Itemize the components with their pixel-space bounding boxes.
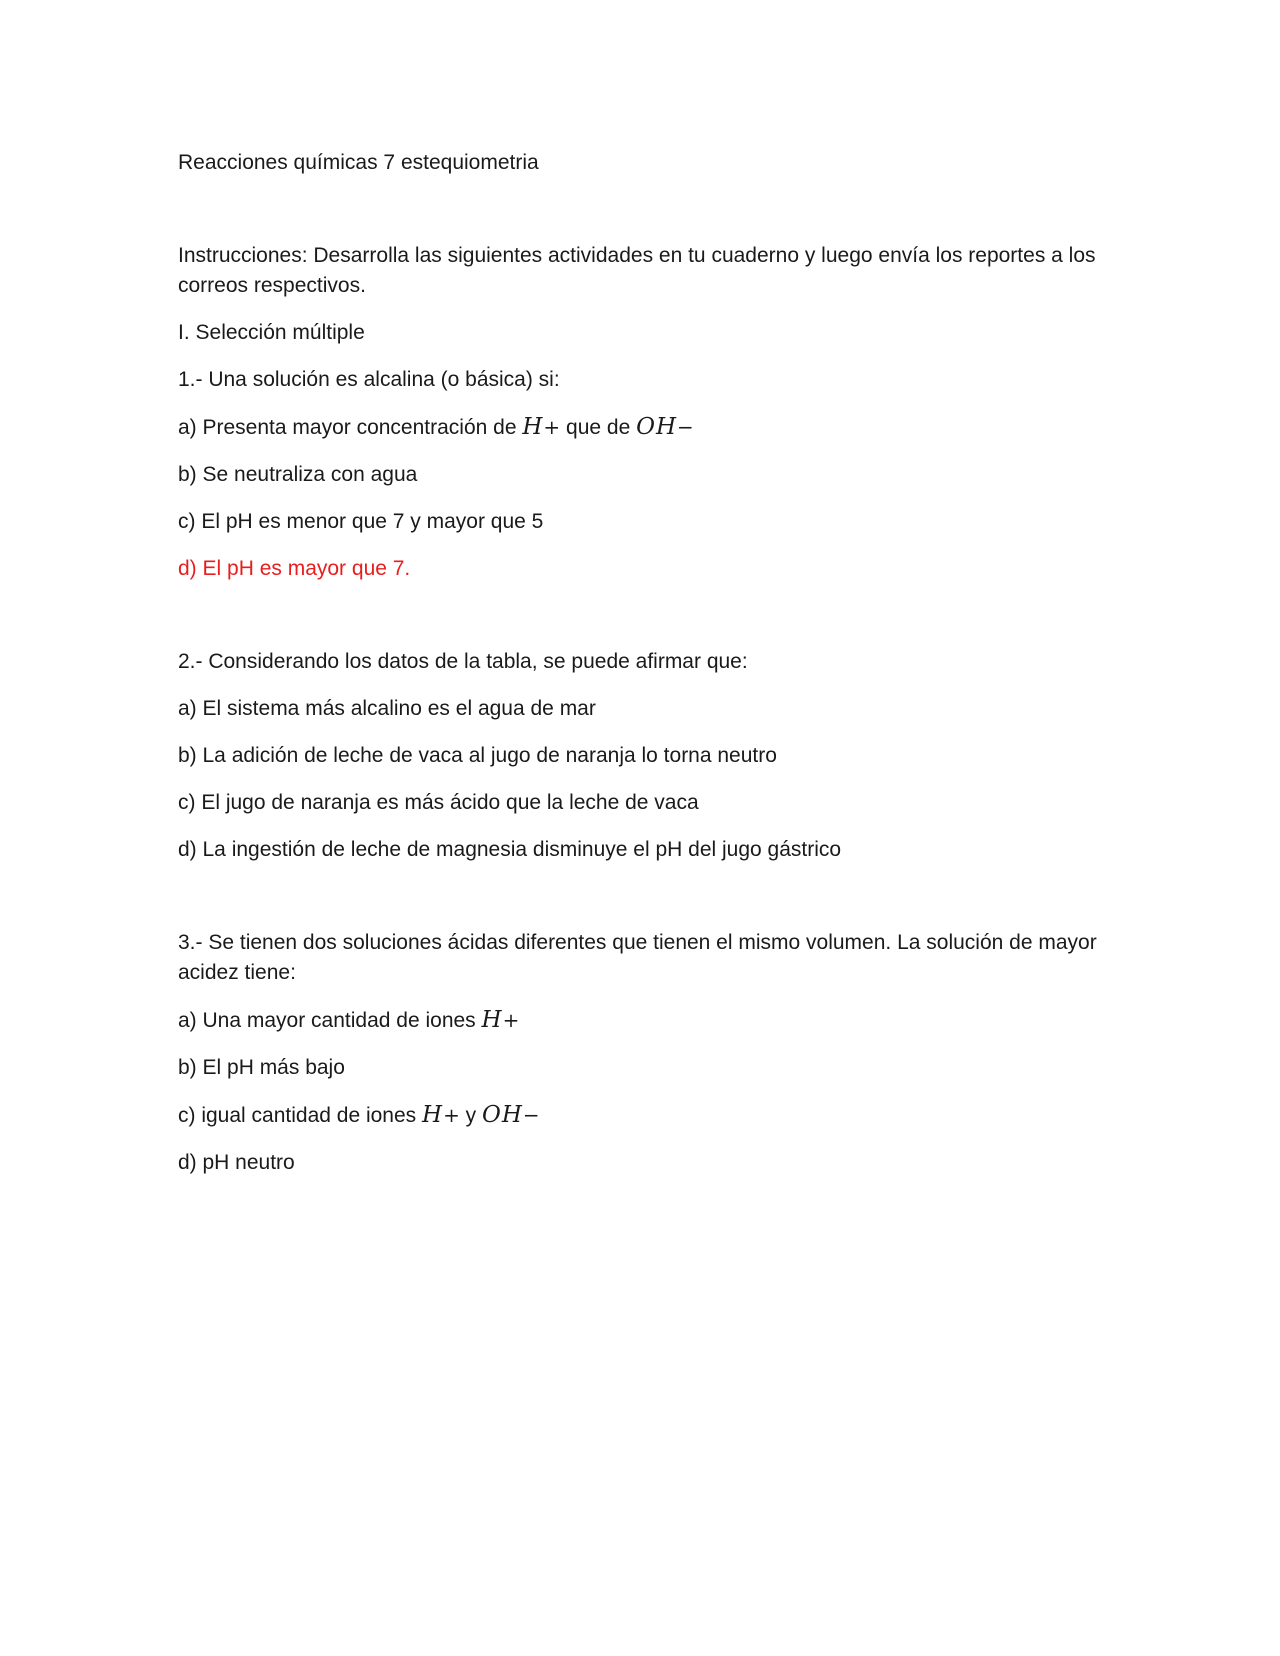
math-h: H <box>422 1102 444 1128</box>
question-1: 1.- Una solución es alcalina (o básica) si: <box>178 368 560 391</box>
question-3-option-c <box>178 1100 1108 1131</box>
question-3-option-a <box>178 1005 1108 1036</box>
math-plus: + <box>502 1008 520 1032</box>
option-text: c) igual cantidad de iones <box>178 1104 422 1127</box>
question-1-option-b: b) Se neutraliza con agua <box>178 463 418 486</box>
option-text: y <box>459 1104 482 1127</box>
question-2-option-c: c) El jugo de naranja es más ácido que la leche de vaca <box>178 791 699 814</box>
math-oh: OH <box>636 414 678 440</box>
question-2-option-a: a) El sistema más alcalino es el agua de mar <box>178 697 596 720</box>
math-plus: + <box>543 415 561 439</box>
question-1-option-a <box>178 412 1108 443</box>
question-2-option-b: b) La adición de leche de vaca al jugo de naranja lo torna neutro <box>178 744 777 767</box>
math-oh: OH <box>482 1102 523 1128</box>
document-body <box>178 148 1108 1195</box>
option-text: a) Una mayor cantidad de iones <box>178 1009 482 1032</box>
math-minus: − <box>522 1103 540 1127</box>
question-1-option-d-highlighted: d) El pH es mayor que 7. <box>178 557 411 580</box>
question-3-option-d: d) pH neutro <box>178 1151 295 1174</box>
option-text: a) Presenta mayor concentración de <box>178 416 523 439</box>
question-3: 3.- Se tienen dos soluciones ácidas diferentes que tienen el mismo volumen. La solución de mayor acidez tiene: <box>178 931 1097 984</box>
instructions-text: Instrucciones: Desarrolla las siguientes actividades en tu cuaderno y luego envía los reportes a los correos respectivos. <box>178 244 1096 297</box>
math-h: H <box>481 1007 503 1033</box>
math-h: H <box>522 414 544 440</box>
section-heading: I. Selección múltiple <box>178 321 365 344</box>
question-2-option-d: d) La ingestión de leche de magnesia disminuye el pH del jugo gástrico <box>178 838 842 861</box>
math-minus: − <box>677 415 694 439</box>
document-title: Reacciones químicas 7 estequiometria <box>178 151 539 174</box>
question-1-option-c: c) El pH es menor que 7 y mayor que 5 <box>178 510 544 533</box>
question-3-option-b: b) El pH más bajo <box>178 1056 345 1079</box>
math-plus: + <box>443 1103 460 1127</box>
question-2: 2.- Considerando los datos de la tabla, se puede afirmar que: <box>178 650 748 673</box>
option-text: que de <box>560 416 637 439</box>
